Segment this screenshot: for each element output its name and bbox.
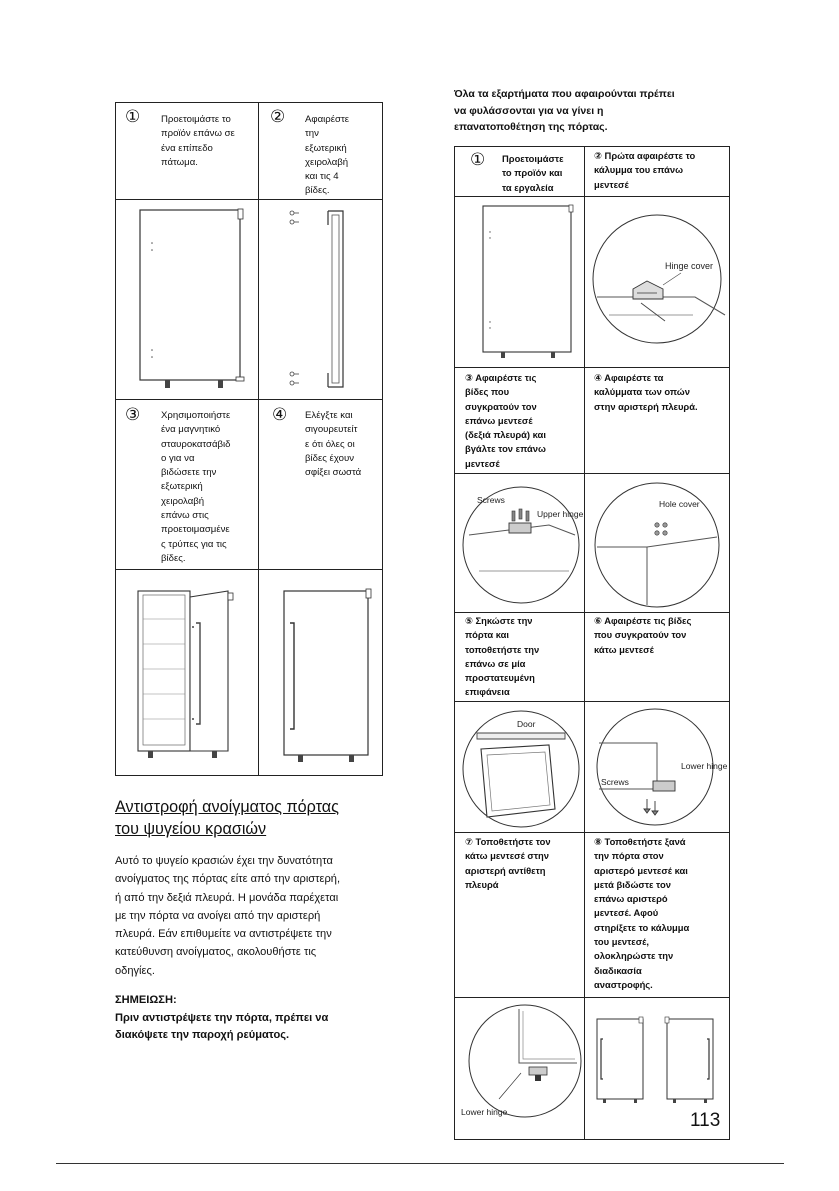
r-step-5-text: ⑤ Σηκώστε την πόρτα και τοποθετήστε την επάνω σε μία προστατευμένη επιφάνεια <box>465 615 540 698</box>
r-step-2-text: ② Πρώτα αφαιρέστε το κάλυμμα του επάνω μεντεσέ <box>594 150 696 190</box>
step-number: ③ <box>125 405 141 425</box>
table-divider <box>258 103 259 775</box>
table-divider <box>455 997 729 998</box>
step-2-text: Αφαιρέστε την εξωτερική χειρολαβή και τις 4 βίδες. <box>305 114 350 197</box>
table-divider <box>455 612 729 613</box>
r-step-3-text: ③ Αφαιρέστε τις βίδες που συγκρατούν τον επάνω μεντεσέ (δεξιά πλευρά) και βγάλτε τον επάνω μεντεσέ <box>465 372 546 469</box>
table-divider <box>455 832 729 833</box>
screws-label: Screws <box>477 495 505 505</box>
step-number: ① <box>125 107 141 127</box>
door-label: Door <box>517 719 536 729</box>
r-step-6-text: ⑥ Αφαιρέστε τις βίδες που συγκρατούν τον κάτω μεντεσέ <box>594 615 692 655</box>
lower-hinge-screws-illustration <box>587 705 729 831</box>
table-divider <box>455 367 729 368</box>
fridge-front-illustration <box>138 207 246 393</box>
left-instructions-table <box>115 102 383 776</box>
screws-label: Screws <box>601 777 629 787</box>
fridge-with-handle-illustration <box>276 581 376 766</box>
fridge-front-illustration <box>477 202 577 362</box>
hinge-cover-label: Hinge cover <box>665 261 714 271</box>
step-number: ④ <box>272 405 288 425</box>
table-divider <box>116 199 382 200</box>
note-label: ΣΗΜΕΙΩΣΗ: <box>115 994 177 1006</box>
hinge-cover-illustration <box>585 197 731 367</box>
section-paragraph: Αυτό το ψυγείο κρασιών έχει την δυνατότητα ανοίγματος της πόρτας είτε από την αριστερή, ή από την δεξιά πλευρά. Η μονάδα παρέχεται με την πόρτα να ανοίγει από την αριστερή πλευρά. Εάν επιθυμείτε να αντιστρέψετε την κατεύθυνση ανοίγματος, ακολουθήστε τις οδηγίες. <box>115 855 341 977</box>
step-number: ① <box>470 150 486 170</box>
reversed-door-fridges-illustration <box>591 1013 727 1123</box>
table-divider <box>116 399 382 400</box>
r-step-7-text: ⑦ Τοποθετήστε τον κάτω μεντεσέ στην αριστερή αντίθετη πλευρά <box>465 836 551 890</box>
hole-cover-label: Hole cover <box>659 499 700 509</box>
handle-screws-illustration <box>288 207 368 393</box>
step-number: ② <box>270 107 286 127</box>
step-3-text: Χρησιμοποιήστε ένα μαγνητικό σταυροκατσάβιδ ο για να βιδώσετε την εξωτερική χειρολαβή επάνω στις προετοιμασμένε ς τρύπες για τις βίδες. <box>161 410 231 564</box>
door-removal-illustration <box>459 705 583 831</box>
upper-hinge-label: Upper hinge <box>537 509 583 519</box>
table-divider <box>116 569 382 570</box>
right-intro-text: Όλα τα εξαρτήματα που αφαιρούνται πρέπει να φυλάσσονται για να γίνει η επανατοποθέτηση της πόρτας. <box>454 88 675 133</box>
footer-rule <box>56 1163 784 1164</box>
lower-hinge-label: Lower hinge <box>461 1107 508 1117</box>
table-divider <box>455 473 729 474</box>
page-number: 113 <box>690 1110 721 1131</box>
r-step-4-text: ④ Αφαιρέστε τα καλύμματα των οπών στην αριστερή πλευρά. <box>594 372 698 412</box>
upper-hinge-screws-illustration <box>459 475 583 611</box>
lower-hinge-label: Lower hinge <box>681 761 728 771</box>
hole-cover-illustration <box>587 477 729 611</box>
r-step-1-text: Προετοιμάστε το προϊόν και τα εργαλεία <box>502 153 564 193</box>
fridge-open-door-illustration <box>134 579 249 764</box>
step-1-text: Προετοιμάστε το προϊόν επάνω σε ένα επίπεδο πάτωμα. <box>161 114 235 168</box>
step-4-text: Ελέγξτε και σιγουρευτείτ ε ότι όλες οι βίδες έχουν σφίξει σωστά <box>305 410 362 479</box>
note-block: ΣΗΜΕΙΩΣΗ: Πριν αντιστρέψετε την πόρτα, πρέπει να διακόψετε την παροχή ρεύματος. <box>115 994 329 1041</box>
lower-hinge-left-illustration <box>459 1003 583 1123</box>
r-step-8-text: ⑧ Τοποθετήστε ξανά την πόρτα στον αριστερό μεντεσέ και μετά βιδώστε τον επάνω αριστερό μεντεσέ. Αφού στηρίξετε το κάλυμμα του μεντεσέ, ολοκληρώστε την διαδικασία αναστροφής. <box>594 836 690 990</box>
table-divider <box>455 701 729 702</box>
section-heading: Αντιστροφή ανοίγματος πόρτας του ψυγείου κρασιών <box>115 798 339 838</box>
right-instructions-table <box>454 146 730 1140</box>
